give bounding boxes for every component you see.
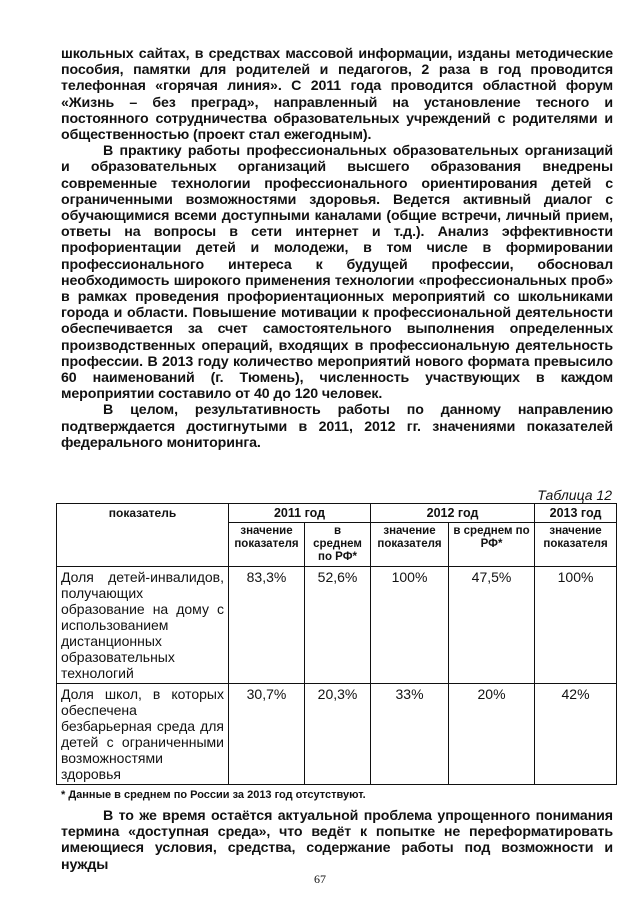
paragraph-accessible-environment: В то же время остаётся актуальной проблема упрощенного понимания термина «доступная среда», что ведёт к попытке не переформатировать имеющиеся условия, средства, содержание работы под возможности и нужды: [61, 808, 613, 873]
row-value: 42%: [535, 684, 617, 785]
row-value: 20,3%: [305, 684, 371, 785]
indicators-table: [56, 503, 617, 785]
row-indicator-name: Доля детей-инвалидов, получающих образование на дому с использованием дистанционных образовательных технологий: [57, 567, 229, 684]
header-value-2013: значение показателя: [535, 523, 617, 567]
header-avg-2012: в среднем по РФ*: [449, 523, 535, 567]
header-avg-2011: в среднем по РФ*: [305, 523, 371, 567]
header-year-2011: 2011 год: [229, 504, 371, 523]
header-year-2013: 2013 год: [535, 504, 617, 523]
table-footnote: * Данные в среднем по России за 2013 год отсутствуют.: [61, 789, 366, 801]
header-indicator: показатель: [57, 504, 229, 567]
row-value: 100%: [535, 567, 617, 684]
page-number: 67: [314, 872, 326, 886]
row-value: 52,6%: [305, 567, 371, 684]
body-text-bottom: [61, 808, 613, 873]
table-caption: Таблица 12: [537, 487, 612, 503]
body-text-top: [61, 46, 613, 451]
table-header-row-years: [57, 504, 617, 523]
header-value-2011: значение показателя: [229, 523, 305, 567]
row-value: 47,5%: [449, 567, 535, 684]
table-row: [57, 684, 617, 785]
paragraph-career-guidance: В практику работы профессиональных образовательных организаций и образовательных организаций высшего образования внедрены современные технологии профессионального ориентирования детей с ограниченными возможностями здоровья. Ведется активный диалог с обучающимися всеми доступными каналами (общие встречи, личный прием, ответы на вопросы в сети интернет и т.д.). Анализ эффективности профориентации детей и молодежи, в том числе в формировании профессионального интереса к будущей профессии, обосновал необходимость широкого применения технологии «профессиональных проб» в рамках проведения профориентационных мероприятий со школьниками города и области. Повышение мотивации к профессиональной деятельности обеспечивается за счет самостоятельного выполнения определенных производственных операций, входящих в профессиональную деятельность профессии. В 2013 году количество мероприятий нового формата превысило 60 наименований (г. Тюмень), численность участвующих в каждом мероприятии составило от 40 до 120 человек.: [61, 143, 613, 403]
paragraph-continuation: школьных сайтах, в средствах массовой информации, изданы методические пособия, памятки для родителей и педагогов, 2 раза в год проводится телефонная «горячая линия». С 2011 года проводится областной форум «Жизнь – без преград», направленный на установление тесного и постоянного сотрудничества образовательных учреждений с родителями и общественностью (проект стал ежегодным).: [61, 46, 613, 144]
row-value: 83,3%: [229, 567, 305, 684]
row-value: 30,7%: [229, 684, 305, 785]
header-value-2012: значение показателя: [371, 523, 449, 567]
table-row: [57, 567, 617, 684]
row-value: 20%: [449, 684, 535, 785]
paragraph-results: В целом, результативность работы по данному направлению подтверждается достигнутыми в 2011, 2012 гг. значениями показателей федерального мониторинга.: [61, 402, 613, 451]
row-indicator-name: Доля школ, в которых обеспечена безбарьерная среда для детей с ограниченными возможностями здоровья: [57, 684, 229, 785]
row-value: 33%: [371, 684, 449, 785]
row-value: 100%: [371, 567, 449, 684]
header-year-2012: 2012 год: [371, 504, 535, 523]
